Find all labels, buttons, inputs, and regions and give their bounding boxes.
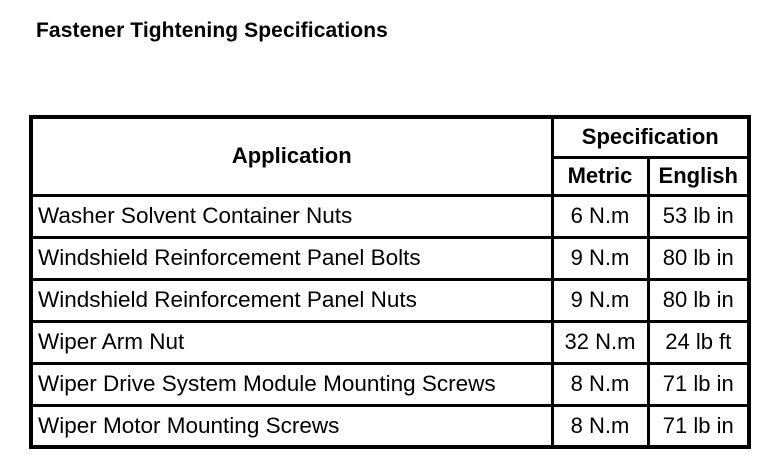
english-cell: 71 lb in xyxy=(648,363,749,405)
metric-cell: 6 N.m xyxy=(552,195,648,237)
metric-cell: 9 N.m xyxy=(552,279,648,321)
column-header-specification: Specification xyxy=(552,117,749,157)
header-row xyxy=(31,117,749,157)
column-header-metric: Metric xyxy=(552,157,648,195)
column-header-application: Application xyxy=(31,117,552,195)
column-header-english: English xyxy=(648,157,749,195)
application-cell: Wiper Motor Mounting Screws xyxy=(31,405,552,447)
application-cell: Windshield Reinforcement Panel Bolts xyxy=(31,237,552,279)
english-cell: 80 lb in xyxy=(648,237,749,279)
english-cell: 53 lb in xyxy=(648,195,749,237)
table-row xyxy=(31,279,749,321)
application-cell: Washer Solvent Container Nuts xyxy=(31,195,552,237)
table-row xyxy=(31,195,749,237)
metric-cell: 8 N.m xyxy=(552,405,648,447)
table-row xyxy=(31,405,749,447)
table-row xyxy=(31,321,749,363)
metric-cell: 9 N.m xyxy=(552,237,648,279)
english-cell: 80 lb in xyxy=(648,279,749,321)
metric-cell: 32 N.m xyxy=(552,321,648,363)
english-cell: 71 lb in xyxy=(648,405,749,447)
fastener-spec-table xyxy=(29,115,751,449)
english-cell: 24 lb ft xyxy=(648,321,749,363)
application-cell: Windshield Reinforcement Panel Nuts xyxy=(31,279,552,321)
table-row xyxy=(31,363,749,405)
table-row xyxy=(31,237,749,279)
application-cell: Wiper Arm Nut xyxy=(31,321,552,363)
metric-cell: 8 N.m xyxy=(552,363,648,405)
application-cell: Wiper Drive System Module Mounting Screws xyxy=(31,363,552,405)
page-title: Fastener Tightening Specifications xyxy=(36,19,388,42)
